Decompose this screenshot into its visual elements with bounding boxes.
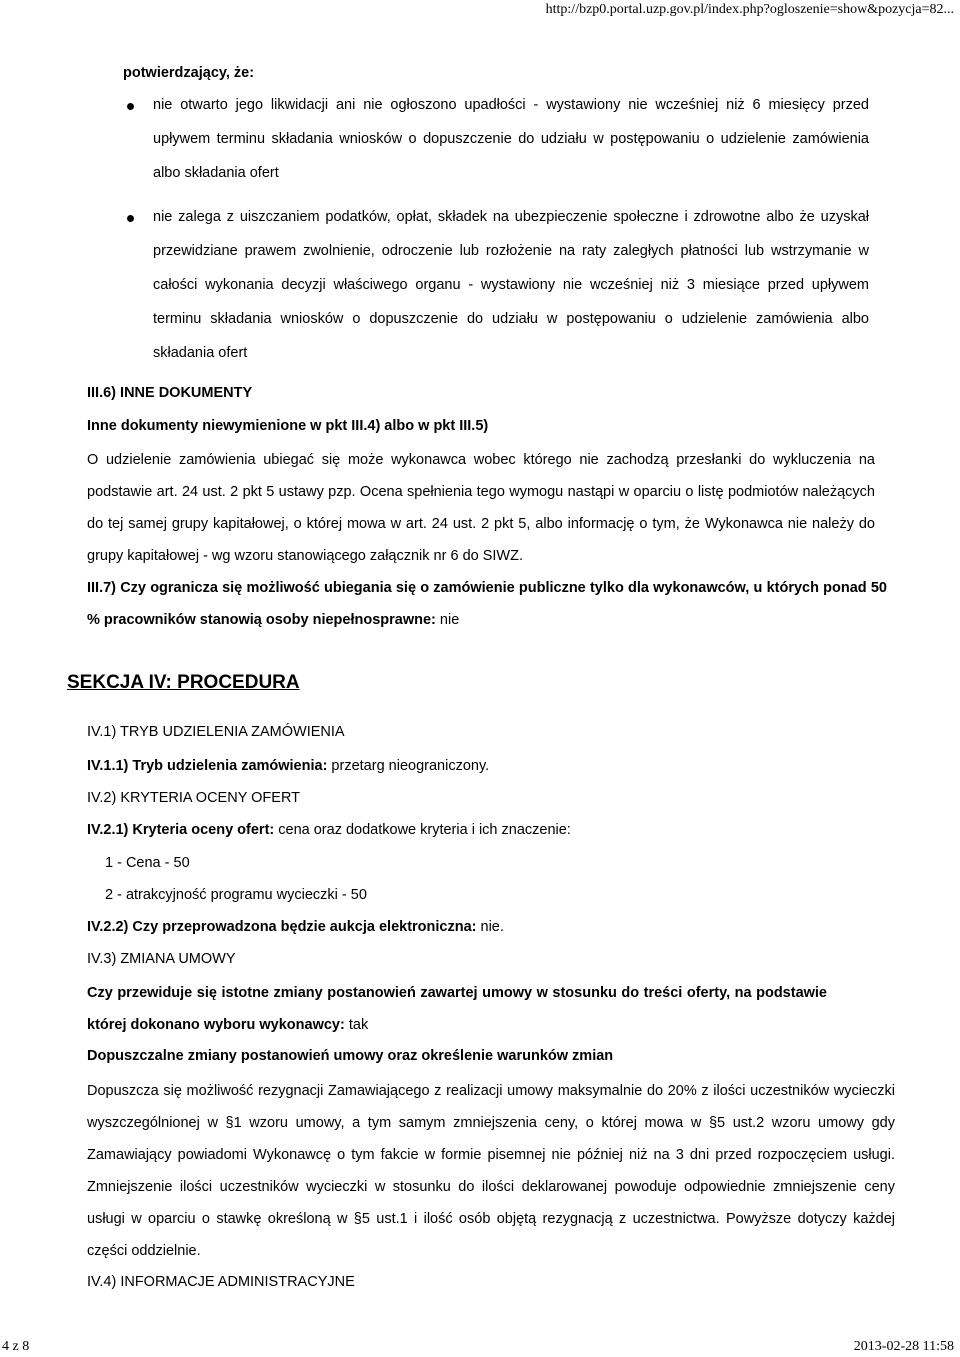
page-url-header: http://bzp0.portal.uzp.gov.pl/index.php?ogloszenie=show&pozycja=82...: [545, 2, 954, 17]
bullet-dot-icon: [127, 215, 134, 222]
iv1-heading: IV.1) TRYB UDZIELENIA ZAMÓWIENIA: [87, 724, 345, 740]
iv3-question: Czy przewiduje się istotne zmiany postanowień zawartej umowy w stosunku do treści oferty, na podstawie której dokonano wyboru wykonawcy:: [87, 985, 827, 1033]
iv2-heading: IV.2) KRYTERIA OCENY OFERT: [87, 790, 301, 806]
iv3-changes-heading: Dopuszczalne zmiany postanowień umowy oraz określenie warunków zmian: [87, 1048, 614, 1064]
bullet-dot-icon: [127, 103, 134, 110]
page-number: 4 z 8: [2, 1339, 30, 1354]
criterion-1: 1 - Cena - 50: [105, 855, 190, 871]
iv4-heading: IV.4) INFORMACJE ADMINISTRACYJNE: [87, 1274, 355, 1290]
intro-heading: potwierdzający, że:: [123, 65, 255, 81]
section-4-title: SEKCJA IV: PROCEDURA: [67, 672, 300, 693]
section-3-7-answer: nie: [435, 612, 460, 628]
section-3-6-body: O udzielenie zamówienia ubiegać się może wykonawca wobec którego nie zachodzą przesłanki do wykluczenia na podstawie art. 24 ust. 2 pkt 5 ustawy pzp. Ocena spełnienia tego wymogu nastąpi w oparciu o listę podmiotów należących do tej samej grupy kapitałowej, o której mowa w art. 24 ust. 2 pkt 5, albo informację o tym, że Wykonawca nie należy do grupy kapitałowej - wg wzoru stanowiącego załącznik nr 6 do SIWZ.: [87, 452, 875, 564]
iv21-label: IV.2.1) Kryteria oceny ofert:: [87, 822, 275, 838]
iv11-line: [87, 758, 489, 774]
bullet-item-2: nie zalega z uiszczaniem podatków, opłat, składek na ubezpieczenie społeczne i zdrowotne albo że uzyskał przewidziane prawem zwolnienie, odroczenie lub rozłożenie na raty zaległych płatności lub wstrzymanie w całości wykonania decyzji właściwego organu - wystawiony nie wcześniej niż 3 miesiące przed upływem terminu składania wniosków o dopuszczenie do udziału w postępowaniu o udzielenie zamówienia albo składania ofert: [153, 209, 869, 361]
iv21-value: cena oraz dodatkowe kryteria i ich znaczenie:: [274, 822, 571, 838]
section-3-6-subtitle: Inne dokumenty niewymienione w pkt III.4) albo w pkt III.5): [87, 418, 489, 434]
iv22-label: IV.2.2) Czy przeprowadzona będzie aukcja elektroniczna:: [87, 919, 477, 935]
criterion-2: 2 - atrakcyjność programu wycieczki - 50: [105, 887, 367, 903]
section-3-7-question: III.7) Czy ogranicza się możliwość ubiegania się o zamówienie publiczne tylko dla wykonawców, u których ponad 50 % pracowników stanowią osoby niepełnosprawne:: [87, 580, 887, 628]
iv21-line: [87, 822, 571, 838]
iv3-heading: IV.3) ZMIANA UMOWY: [87, 951, 236, 967]
print-datetime: 2013-02-28 11:58: [853, 1339, 954, 1354]
bullet-item-1: nie otwarto jego likwidacji ani nie ogłoszono upadłości - wystawiony nie wcześniej niż 6 miesięcy przed upływem terminu składania wniosków o dopuszczenie do udziału w postępowaniu o udzielenie zamówienia albo składania ofert: [153, 97, 869, 181]
section-3-6-title: III.6) INNE DOKUMENTY: [87, 385, 253, 401]
iv22-line: [87, 919, 504, 935]
iv11-value: przetarg nieograniczony.: [327, 758, 490, 774]
iv3-changes-body: Dopuszcza się możliwość rezygnacji Zamawiającego z realizacji umowy maksymalnie do 20% z ilości uczestników wycieczki wyszczególnionej w §1 wzoru umowy, a tym samym zmniejszenia ceny, o której mowa w §5 ust.2 wzoru umowy gdy Zamawiający powiadomi Wykonawcę o tym fakcie w formie pisemnej nie później niż na 3 dni przed rozpoczęciem usługi. Zmniejszenie ilości uczestników wycieczki w stosunku do ilości deklarowanej powoduje odpowiednie zmniejszenie ceny usługi w oparciu o stawkę określoną w §5 ust.1 i ilość osób objętą rezygnacją z uczestnictwa. Powyższe dotyczy każdej części oddzielnie.: [87, 1083, 895, 1259]
iv3-question-block: [87, 977, 827, 1041]
section-3-7: [87, 572, 887, 636]
iv11-label: IV.1.1) Tryb udzielenia zamówienia:: [87, 758, 328, 774]
iv3-answer: tak: [344, 1017, 369, 1033]
iv22-value: nie.: [476, 919, 504, 935]
